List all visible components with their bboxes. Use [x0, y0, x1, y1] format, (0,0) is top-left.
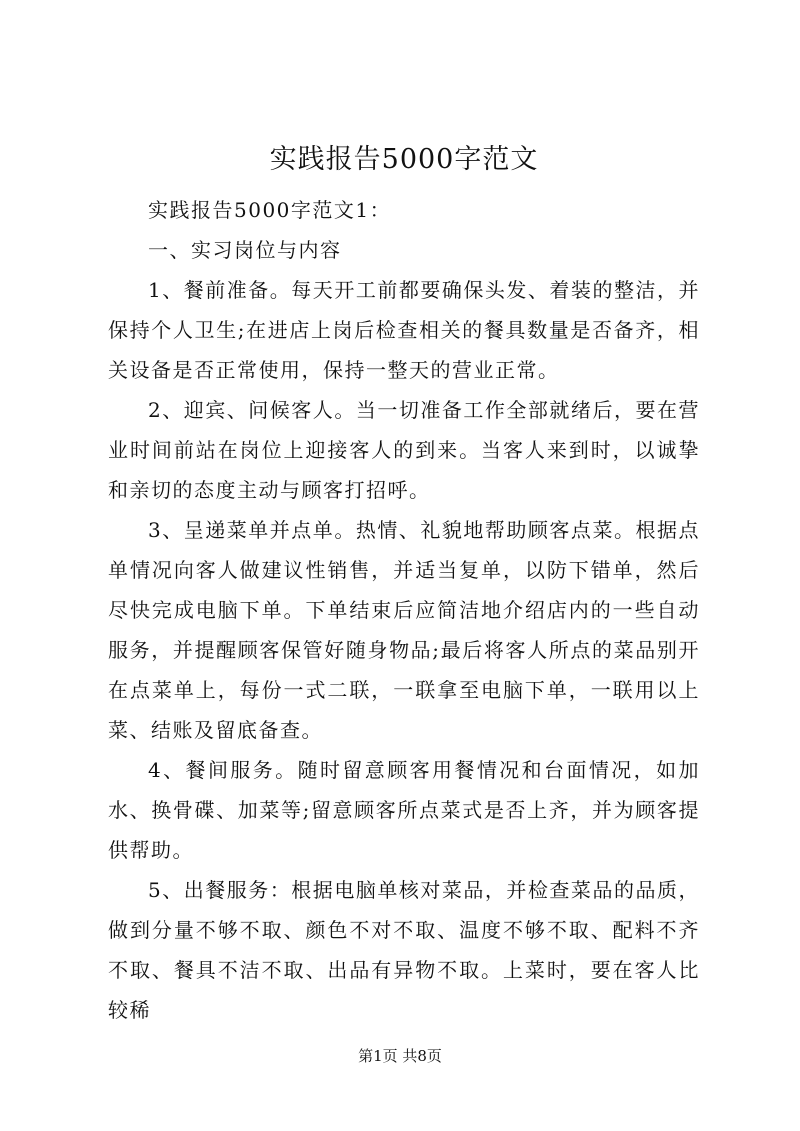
paragraph-subtitle: 实践报告5000字范文1：	[148, 198, 392, 222]
paragraph-item-1: 1、餐前准备。每天开工前都要确保头发、着装的整洁，并保持个人卫生;在进店上岗后检查相关的餐具数量是否备齐，相关设备是否正常使用，保持一整天的营业正常。	[108, 278, 700, 382]
paragraph-item-4: 4、餐间服务。随时留意顾客用餐情况和台面情况，如加水、换骨碟、加菜等;留意顾客所点菜式是否上齐，并为顾客提供帮助。	[108, 758, 700, 862]
page-footer: 第1页 共8页	[358, 1047, 442, 1065]
paragraph-section-heading: 一、实习岗位与内容	[148, 238, 342, 262]
document-body	[108, 190, 700, 1030]
paragraph-item-5: 5、出餐服务：根据电脑单核对菜品，并检查菜品的品质，做到分量不够不取、颜色不对不取、温度不够不取、配料不齐不取、餐具不洁不取、出品有异物不取。上菜时，要在客人比较稀	[108, 878, 700, 1022]
paragraph-item-2: 2、迎宾、问候客人。当一切准备工作全部就绪后，要在营业时间前站在岗位上迎接客人的到来。当客人来到时，以诚挚和亲切的态度主动与顾客打招呼。	[108, 398, 700, 502]
paragraph-item-3: 3、呈递菜单并点单。热情、礼貌地帮助顾客点菜。根据点单情况向客人做建议性销售，并适当复单，以防下错单，然后尽快完成电脑下单。下单结束后应简洁地介绍店内的一些自动服务，并提醒顾客保管好随身物品;最后将客人所点的菜品别开在点菜单上，每份一式二联，一联拿至电脑下单，一联用以上菜、结账及留底备查。	[108, 518, 700, 742]
document-title: 实践报告5000字范文	[269, 144, 539, 175]
